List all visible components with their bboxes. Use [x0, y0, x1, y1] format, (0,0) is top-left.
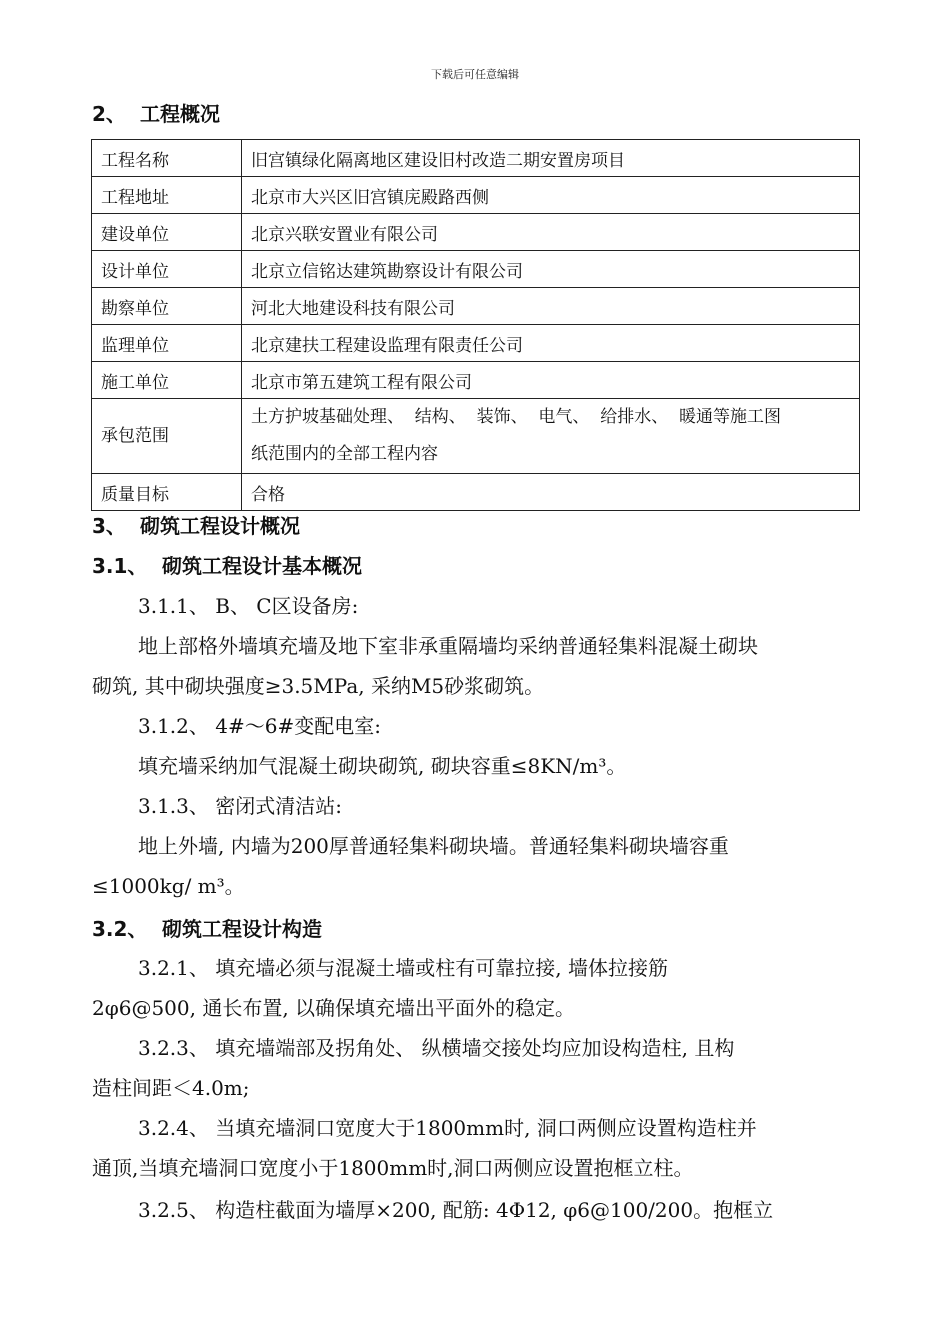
row-value: 北京市大兴区旧宫镇庑殿路西侧	[242, 177, 860, 214]
table-row	[92, 325, 860, 362]
project-overview-table	[91, 139, 860, 511]
row-value: 北京兴联安置业有限公司	[242, 214, 860, 251]
row-value: 旧宫镇绿化隔离地区建设旧村改造二期安置房项目	[242, 140, 860, 177]
paragraph: 砌筑, 其中砌块强度≥3.5MPa, 采纳M5砂浆砌筑。	[92, 674, 545, 698]
row-key: 监理单位	[92, 325, 242, 362]
table-row	[92, 251, 860, 288]
section-number: 2、	[92, 102, 126, 126]
row-key: 施工单位	[92, 362, 242, 399]
paragraph: 3.1.3、 密闭式清洁站:	[138, 794, 342, 818]
paragraph: 3.2.3、 填充墙端部及拐角处、 纵横墙交接处均应加设构造柱, 且构	[138, 1036, 735, 1060]
paragraph: 地上部格外墙填充墙及地下室非承重隔墙均采纳普通轻集料混凝土砌块	[138, 634, 758, 658]
table-row	[92, 288, 860, 325]
section-number: 3.2、	[92, 917, 148, 941]
row-value: 北京立信铭达建筑勘察设计有限公司	[242, 251, 860, 288]
paragraph: 3.1.2、 4#～6#变配电室:	[138, 714, 381, 738]
section-title: 砌筑工程设计基本概况	[162, 554, 362, 578]
paragraph: 地上外墙, 内墙为200厚普通轻集料砌块墙。普通轻集料砌块墙容重	[138, 834, 729, 858]
paragraph: 造柱间距＜4.0m;	[92, 1076, 250, 1100]
row-key: 质量目标	[92, 474, 242, 511]
section-heading-3-2	[92, 913, 322, 942]
row-value	[242, 399, 860, 474]
section-number: 3、	[92, 514, 126, 538]
row-key: 设计单位	[92, 251, 242, 288]
row-value-line: 土方护坡基础处理、 结构、 装饰、 电气、 给排水、 暖通等施工图	[251, 407, 782, 427]
row-value-line: 纸范围内的全部工程内容	[251, 444, 438, 464]
table-row	[92, 399, 860, 474]
table-row	[92, 362, 860, 399]
row-key: 承包范围	[92, 399, 242, 474]
paragraph: ≤1000kg/ m³。	[92, 874, 245, 898]
row-key: 工程名称	[92, 140, 242, 177]
paragraph: 3.2.1、 填充墙必须与混凝土墙或柱有可靠拉接, 墙体拉接筋	[138, 956, 668, 980]
table-row	[92, 140, 860, 177]
paragraph: 3.2.5、 构造柱截面为墙厚×200, 配筋: 4Φ12, φ6@100/200。抱框立	[138, 1198, 774, 1222]
row-key: 工程地址	[92, 177, 242, 214]
section-heading-3	[92, 510, 300, 539]
row-value: 北京市第五建筑工程有限公司	[242, 362, 860, 399]
section-title: 工程概况	[140, 102, 220, 126]
paragraph: 3.1.1、 B、 C区设备房:	[138, 594, 359, 618]
row-key: 建设单位	[92, 214, 242, 251]
page-header: 下载后可任意编辑	[431, 68, 519, 81]
table-row	[92, 474, 860, 511]
row-value: 河北大地建设科技有限公司	[242, 288, 860, 325]
section-heading-2	[92, 98, 220, 127]
paragraph: 2φ6@500, 通长布置, 以确保填充墙出平面外的稳定。	[92, 996, 576, 1020]
paragraph: 3.2.4、 当填充墙洞口宽度大于1800mm时, 洞口两侧应设置构造柱并	[138, 1116, 757, 1140]
paragraph: 填充墙采纳加气混凝土砌块砌筑, 砌块容重≤8KN/m³。	[138, 754, 627, 778]
row-key: 勘察单位	[92, 288, 242, 325]
paragraph: 通顶,当填充墙洞口宽度小于1800mm时,洞口两侧应设置抱框立柱。	[92, 1156, 694, 1180]
section-number: 3.1、	[92, 554, 148, 578]
row-value: 合格	[242, 474, 860, 511]
table-row	[92, 177, 860, 214]
section-title: 砌筑工程设计构造	[162, 917, 322, 941]
section-heading-3-1	[92, 550, 362, 579]
table-row	[92, 214, 860, 251]
row-value: 北京建扶工程建设监理有限责任公司	[242, 325, 860, 362]
section-title: 砌筑工程设计概况	[140, 514, 300, 538]
